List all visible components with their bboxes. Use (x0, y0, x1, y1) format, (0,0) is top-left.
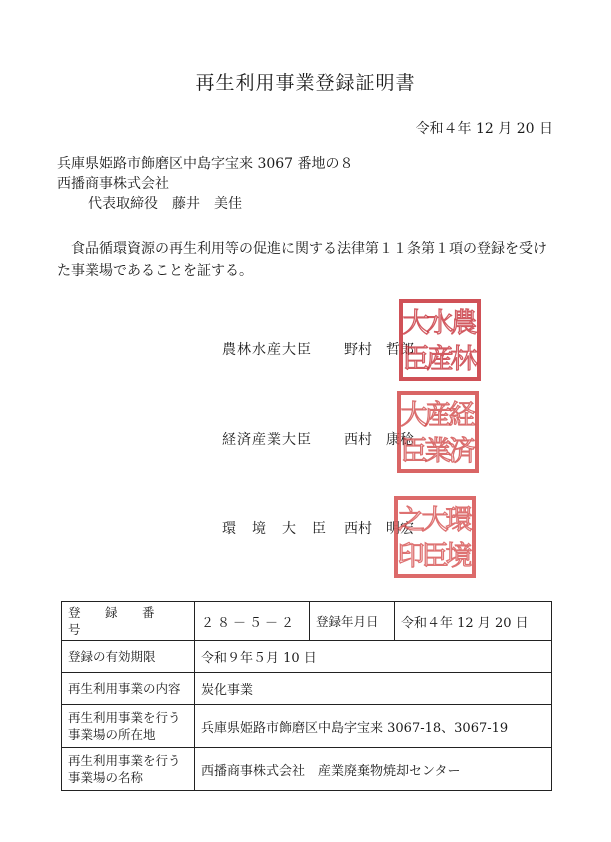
table-row (62, 673, 552, 705)
location-label-line-1: 再生利用事業を行う (68, 710, 181, 725)
seal-glyph: 業 (424, 436, 452, 467)
seal-stamp-graphic (396, 390, 480, 474)
seal-stamp-graphic (393, 495, 477, 579)
seal-glyph: 農 (450, 308, 478, 339)
seal-glyph: 臣 (402, 344, 430, 375)
registration-date-value: 令和４年 12 月 20 日 (395, 602, 552, 641)
facility-name-label-line-2: 事業場の名称 (68, 770, 144, 785)
minister-name-economy: 西村 康稔 (344, 432, 414, 448)
seal-glyph: 産 (424, 400, 452, 431)
address-block (57, 154, 354, 214)
seal-glyph: 大 (421, 505, 449, 536)
table-row (62, 705, 552, 748)
table-row (62, 602, 552, 641)
seal-glyph: 水 (426, 308, 454, 339)
minister-role-economy: 経済産業大臣 (222, 432, 312, 448)
seal-glyph: 済 (448, 436, 476, 467)
location-label-line-2: 事業場の所在地 (68, 727, 156, 742)
seal-glyph: 環 (445, 505, 473, 536)
seal-glyph: 境 (445, 541, 473, 572)
location-value: 兵庫県姫路市飾磨区中島字宝来 3067-18、3067-19 (195, 705, 552, 748)
document-title: 再生利用事業登録証明書 (195, 72, 416, 94)
seal-economy (396, 390, 480, 474)
seal-glyph: 之 (397, 505, 425, 536)
table-row (62, 641, 552, 673)
location-label (62, 705, 195, 748)
seal-agriculture (398, 298, 482, 382)
company-name: 西播商事株式会社 (57, 176, 169, 192)
seal-stamp-graphic (398, 298, 482, 382)
seal-glyph: 臣 (400, 436, 428, 467)
minister-name-environment: 西村 明宏 (344, 521, 414, 537)
representative-name: 代表取締役 藤井 美佳 (88, 196, 242, 212)
seal-glyph: 大 (402, 308, 430, 339)
minister-role-agriculture: 農林水産大臣 (222, 342, 312, 358)
registration-number-value: ２８－５－２ (195, 602, 310, 641)
seal-glyph: 産 (426, 344, 454, 375)
seal-glyph: 大 (400, 400, 428, 431)
validity-label: 登録の有効期限 (62, 641, 195, 673)
minister-name-agriculture: 野村 哲郎 (344, 342, 414, 358)
content-label: 再生利用事業の内容 (62, 673, 195, 705)
minister-role-environment: 環 境 大 臣 (222, 521, 327, 537)
registration-date-label: 登録年月日 (310, 602, 395, 641)
issue-date: 令和４年 12 月 20 日 (415, 121, 553, 137)
seal-glyph: 経 (448, 400, 476, 431)
table-row (62, 748, 552, 791)
seal-glyph: 印 (397, 541, 425, 572)
seal-glyph: 林 (450, 344, 478, 375)
address-line: 兵庫県姫路市飾磨区中島字宝来 3067 番地の８ (57, 156, 354, 172)
facility-name-label (62, 748, 195, 791)
validity-value: 令和９年５月 10 日 (195, 641, 552, 673)
seal-glyph: 臣 (421, 541, 449, 572)
registration-table (61, 601, 552, 791)
facility-name-label-line-1: 再生利用事業を行う (68, 753, 181, 768)
registration-number-label: 登 録 番 号 (62, 602, 195, 641)
facility-name-value: 西播商事株式会社 産業廃棄物焼却センター (195, 748, 552, 791)
content-value: 炭化事業 (195, 673, 552, 705)
certification-text: 食品循環資源の再生利用等の促進に関する法律第１１条第１項の登録を受けた事業場であることを証する。 (57, 241, 547, 279)
seal-environment (393, 495, 477, 579)
